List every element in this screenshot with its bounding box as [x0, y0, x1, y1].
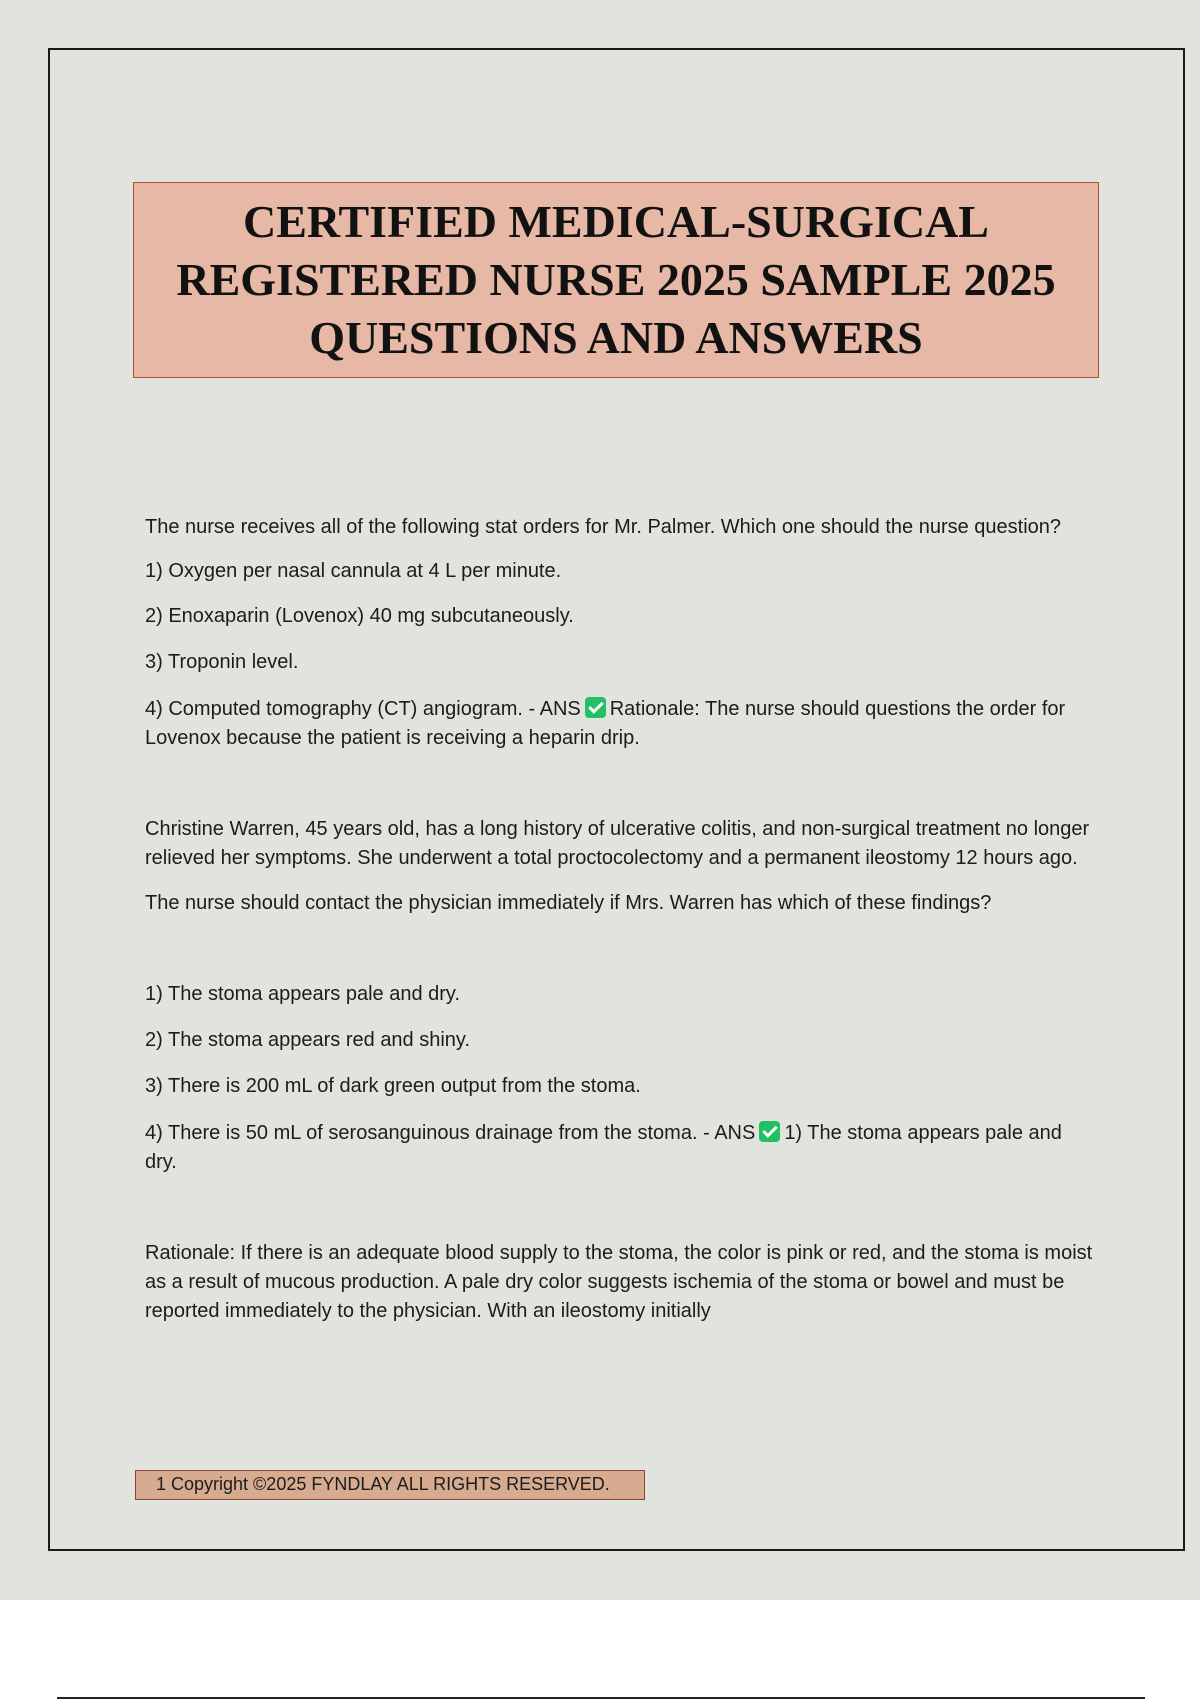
question-1-answer-paragraph	[145, 695, 1095, 753]
question-1-option-4: 4) Computed tomography (CT) angiogram. - ANS	[145, 698, 581, 720]
copyright-footer: 1 Copyright ©2025 FYNDLAY ALL RIGHTS RESERVED.	[135, 1470, 645, 1500]
question-1-option-2: 2) Enoxaparin (Lovenox) 40 mg subcutaneously.	[145, 605, 574, 627]
question-2-answer: 1) The stoma appears pale and dry.	[145, 1122, 1062, 1173]
document-title-line-1: CERTIFIED MEDICAL-SURGICAL	[243, 196, 989, 247]
question-2-option-2: 2) The stoma appears red and shiny.	[145, 1029, 470, 1051]
question-2-scenario: Christine Warren, 45 years old, has a long history of ulcerative colitis, and non-surgical treatment no longer relieved her symptoms. She underwent a total proctocolectomy and a permanent ileostomy 12 hours ago.	[145, 818, 1090, 869]
question-2-answer-paragraph	[145, 1119, 1095, 1177]
question-2-rationale: Rationale: If there is an adequate blood supply to the stoma, the color is pink or red, and the stoma is moist as a result of mucous production. A pale dry color suggests ischemia of the stoma or bowel and must be reported immediately to the physician. With an ileostomy initially	[145, 1242, 1093, 1322]
question-1-rationale: Rationale: The nurse should questions the order for Lovenox because the patient is receiving a heparin drip.	[145, 698, 1066, 749]
document-body	[145, 513, 1095, 1326]
document-title-line-3: QUESTIONS AND ANSWERS	[309, 312, 923, 363]
question-2-option-3: 3) There is 200 mL of dark green output from the stoma.	[145, 1075, 641, 1097]
check-mark-icon	[585, 697, 606, 718]
question-1-option-1: 1) Oxygen per nasal cannula at 4 L per minute.	[145, 560, 562, 582]
question-2-stem: The nurse should contact the physician immediately if Mrs. Warren has which of these findings?	[145, 892, 992, 914]
check-mark-icon	[759, 1121, 780, 1142]
document-title-line-2: REGISTERED NURSE 2025 SAMPLE 2025	[176, 254, 1056, 305]
document-title-box	[133, 182, 1099, 378]
question-2-option-1: 1) The stoma appears pale and dry.	[145, 983, 460, 1005]
next-page-top-rule	[57, 1697, 1145, 1699]
question-2-option-4: 4) There is 50 mL of serosanguinous drainage from the stoma. - ANS	[145, 1122, 756, 1144]
question-1-option-3: 3) Troponin level.	[145, 651, 299, 673]
question-1-stem: The nurse receives all of the following stat orders for Mr. Palmer. Which one should the nurse question?	[145, 516, 1062, 538]
